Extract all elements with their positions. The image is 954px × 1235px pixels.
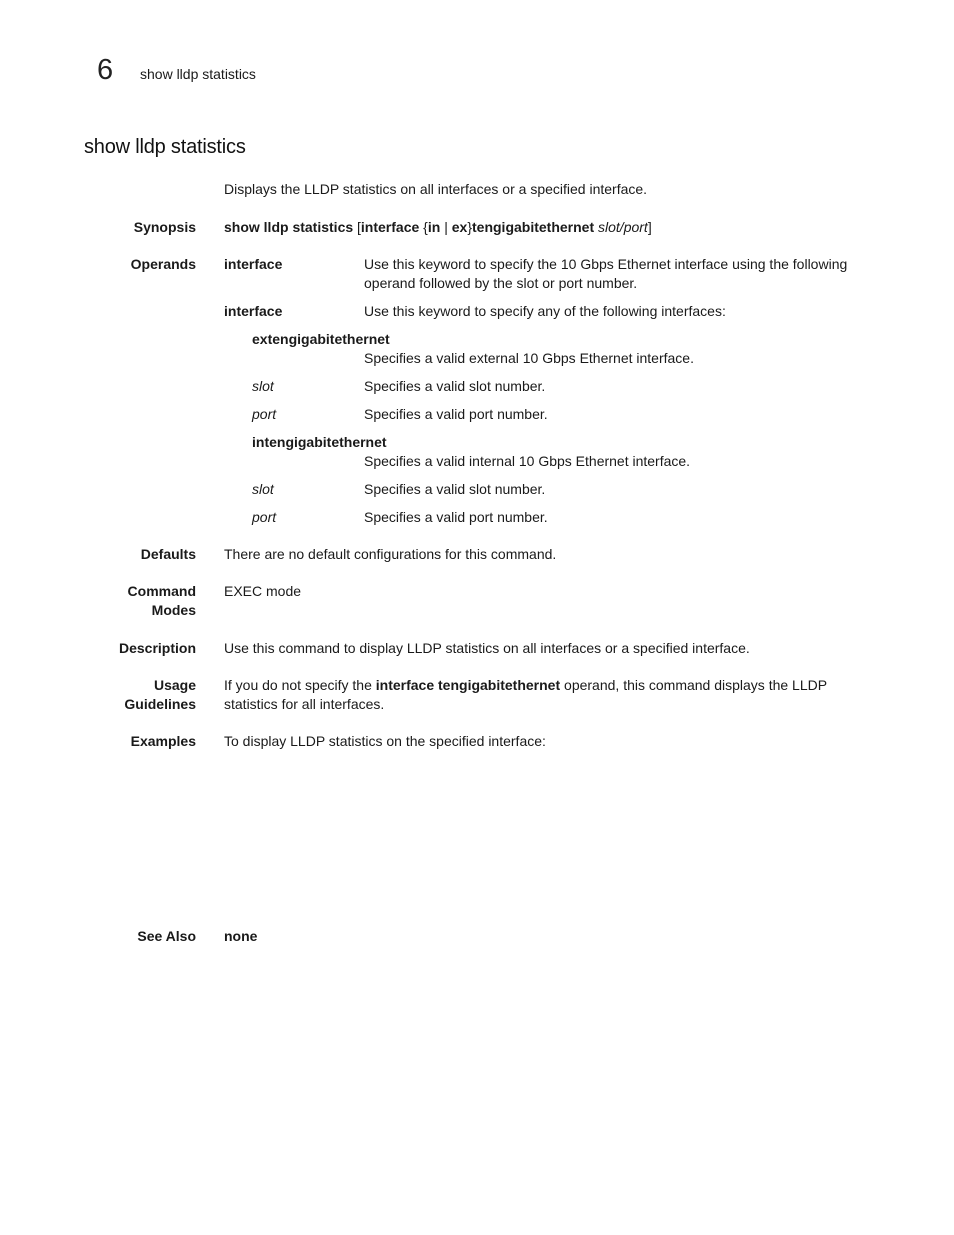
synopsis-text (224, 218, 652, 237)
synopsis-open-bracket: [ (353, 219, 361, 235)
intro-text: Displays the LLDP statistics on all interfaces or a specified interface. (224, 181, 648, 197)
examples-label: Examples (130, 733, 196, 749)
synopsis-tengigabitethernet: tengigabitethernet (472, 219, 595, 235)
see-also-label: See Also (137, 928, 196, 944)
int-description: Specifies a valid internal 10 Gbps Ethernet interface. (364, 453, 691, 469)
see-also-text: none (224, 928, 258, 944)
operands-label: Operands (130, 256, 196, 272)
synopsis-label: Synopsis (133, 219, 196, 235)
usage-label-line1: Usage (153, 677, 196, 693)
page-title: show lldp statistics (84, 136, 246, 158)
command-modes-label-line1: Command (127, 583, 196, 599)
command-modes-text: EXEC mode (224, 583, 302, 599)
synopsis-pipe: | (440, 219, 452, 235)
synopsis-ex: ex (451, 219, 468, 235)
chapter-number: 6 (97, 54, 114, 86)
defaults-label: Defaults (140, 546, 196, 562)
operand-term: interface (224, 256, 283, 272)
synopsis-command: show lldp statistics (224, 219, 354, 235)
description-text: Use this command to display LLDP statistics on all interfaces or a specified interface. (224, 640, 750, 656)
usage-text-post: operand, this command displays the LLDP (560, 677, 828, 693)
synopsis-interface: interface (360, 219, 420, 235)
usage-label-line2: Guidelines (124, 696, 196, 712)
operand-term: interface (224, 303, 283, 319)
ext-port-description: Specifies a valid port number. (364, 406, 548, 422)
synopsis-slot-port: slot/port (598, 219, 648, 235)
command-modes-label-line2: Modes (151, 602, 196, 618)
operand-description: Use this keyword to specify any of the following interfaces: (364, 303, 726, 319)
synopsis-in: in (427, 219, 441, 235)
usage-text-keyword: interface tengigabitethernet (375, 677, 561, 693)
examples-text: To display LLDP statistics on the specified interface: (224, 733, 546, 749)
ext-term: extengigabitethernet (252, 331, 390, 347)
defaults-text: There are no default configurations for this command. (224, 546, 557, 562)
running-header: show lldp statistics (140, 66, 256, 82)
description-label: Description (118, 640, 196, 656)
ext-slot-term: slot (252, 378, 274, 394)
synopsis-open-brace: { (419, 219, 428, 235)
ext-port-term: port (252, 406, 277, 422)
operand-description: Use this keyword to specify the 10 Gbps Ethernet interface using the following operand followed by the slot or port number. (364, 256, 848, 291)
ext-slot-description: Specifies a valid slot number. (364, 378, 546, 394)
ext-description: Specifies a valid external 10 Gbps Ethernet interface. (364, 350, 694, 366)
usage-text-line1 (224, 676, 827, 695)
int-port-description: Specifies a valid port number. (364, 509, 548, 525)
int-port-term: port (252, 509, 277, 525)
int-slot-term: slot (252, 481, 274, 497)
int-slot-description: Specifies a valid slot number. (364, 481, 546, 497)
synopsis-close-bracket: ] (647, 219, 652, 235)
int-term: intengigabitethernet (252, 434, 387, 450)
usage-text-line2: statistics for all interfaces. (224, 696, 385, 712)
usage-text-pre: If you do not specify the (224, 677, 376, 693)
synopsis-close-brace: } (467, 219, 472, 235)
